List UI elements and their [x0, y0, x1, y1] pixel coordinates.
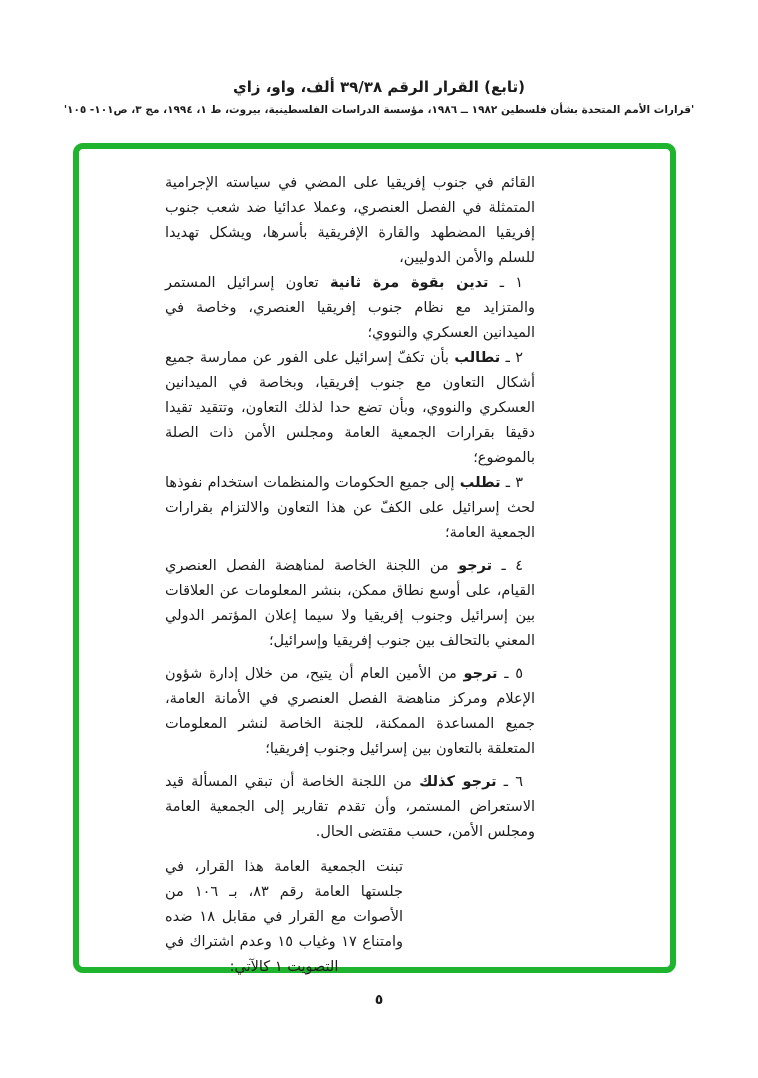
- paragraph-number: ٤ ـ: [492, 558, 524, 574]
- paragraph-number: ٥ ـ: [497, 666, 524, 682]
- bold-lead-verb: تدين بقوة مرة ثانية: [329, 275, 489, 291]
- bold-lead-verb: ترجو: [463, 666, 498, 682]
- operative-paragraph-٦: ٦ ـ ترجو كذلك من اللجنة الخاصة أن تبقي المسألة قيد الاستعراض المستمر، وأن تقدم تقارير إلى الجمعية العامة ومجلس الأمن، حسب مقتضى الحال.: [165, 774, 535, 840]
- bold-lead-verb: ترجو كذلك: [419, 774, 497, 790]
- page-number: ٥: [374, 992, 384, 1008]
- operative-paragraph-٤: ٤ ـ ترجو من اللجنة الخاصة لمناهضة الفصل العنصري القيام، على أوسع نطاق ممكن، بنشر المعلومات عن العلاقات بين إسرائيل وجنوب إفريقيا ولا سيما إعلان المؤتمر الدولي المعني بالتحالف بين جنوب إفريقيا وإسرائيل؛: [165, 558, 535, 649]
- resolution-text-column: [165, 171, 535, 980]
- paragraph-number: ٦ ـ: [496, 774, 524, 790]
- paragraph-number: ٢ ـ: [500, 350, 524, 366]
- page-title: (تابع) القرار الرقم ٣٩/٣٨ ألف، واو، زاي: [232, 78, 525, 96]
- bold-lead-verb: ترجو: [458, 558, 493, 574]
- operative-paragraph-٣: ٣ ـ تطلب إلى جميع الحكومات والمنظمات استخدام نفوذها لحث إسرائيل على الكفّ عن هذا التعاون والالتزام بقرارات الجمعية العامة؛: [165, 475, 535, 541]
- operative-paragraph-١: ١ ـ تدين بقوة مرة ثانية تعاون إسرائيل المستمر والمتزايد مع نظام جنوب إفريقيا العنصري، وخاصة في الميدانين العسكري والنووي؛: [165, 275, 535, 341]
- paragraph-number: ٣ ـ: [500, 475, 524, 491]
- continuation-paragraph: القائم في جنوب إفريقيا على المضي في سياسته الإجرامية المتمثلة في الفصل العنصري، وعملا عدائيا ضد شعب جنوب إفريقيا المضطهد والقارة الإفريقية بأسرها، ويشكل تهديدا للسلم والأمن الدوليين،: [165, 175, 535, 266]
- operative-paragraph-٢: ٢ ـ تطالب بأن تكفّ إسرائيل على الفور عن ممارسة جميع أشكال التعاون مع جنوب إفريقيا، وبخاصة في الميدانين العسكري والنووي، وبأن تضع حدا لذلك التعاون، وتتقيد تقيدا دقيقا بقرارات الجمعية العامة ومجلس الأمن ذات الصلة بالموضوع؛: [165, 350, 535, 466]
- bold-lead-verb: تطلب: [459, 475, 501, 491]
- bold-lead-verb: تطالب: [454, 350, 501, 366]
- adoption-vote-note: تبنت الجمعية العامة هذا القرار، في جلستها العامة رقم ٨٣، بـ ١٠٦ من الأصوات مع القرار في مقابل ١٨ ضده وامتناع ١٧ وغياب ١٥ وعدم اشتراك في التصويت ١ كالآتي:: [165, 859, 404, 975]
- header-citation: 'قرارات الأمم المتحدة بشأن فلسطين ١٩٨٢ ــ ١٩٨٦، مؤسسة الدراسات الفلسطينية، بيروت، ط ١، ١٩٩٤، مج ٣، ص١٠١- ١٠٥': [63, 104, 695, 116]
- operative-paragraph-٥: ٥ ـ ترجو من الأمين العام أن يتيح، من خلال إدارة شؤون الإعلام ومركز مناهضة الفصل العنصري في الأمانة العامة، جميع المساعدة الممكنة، للجنة الخاصة لنشر المعلومات المتعلقة بالتعاون بين إسرائيل وجنوب إفريقيا؛: [165, 666, 535, 757]
- paragraph-number: ١ ـ: [488, 275, 524, 291]
